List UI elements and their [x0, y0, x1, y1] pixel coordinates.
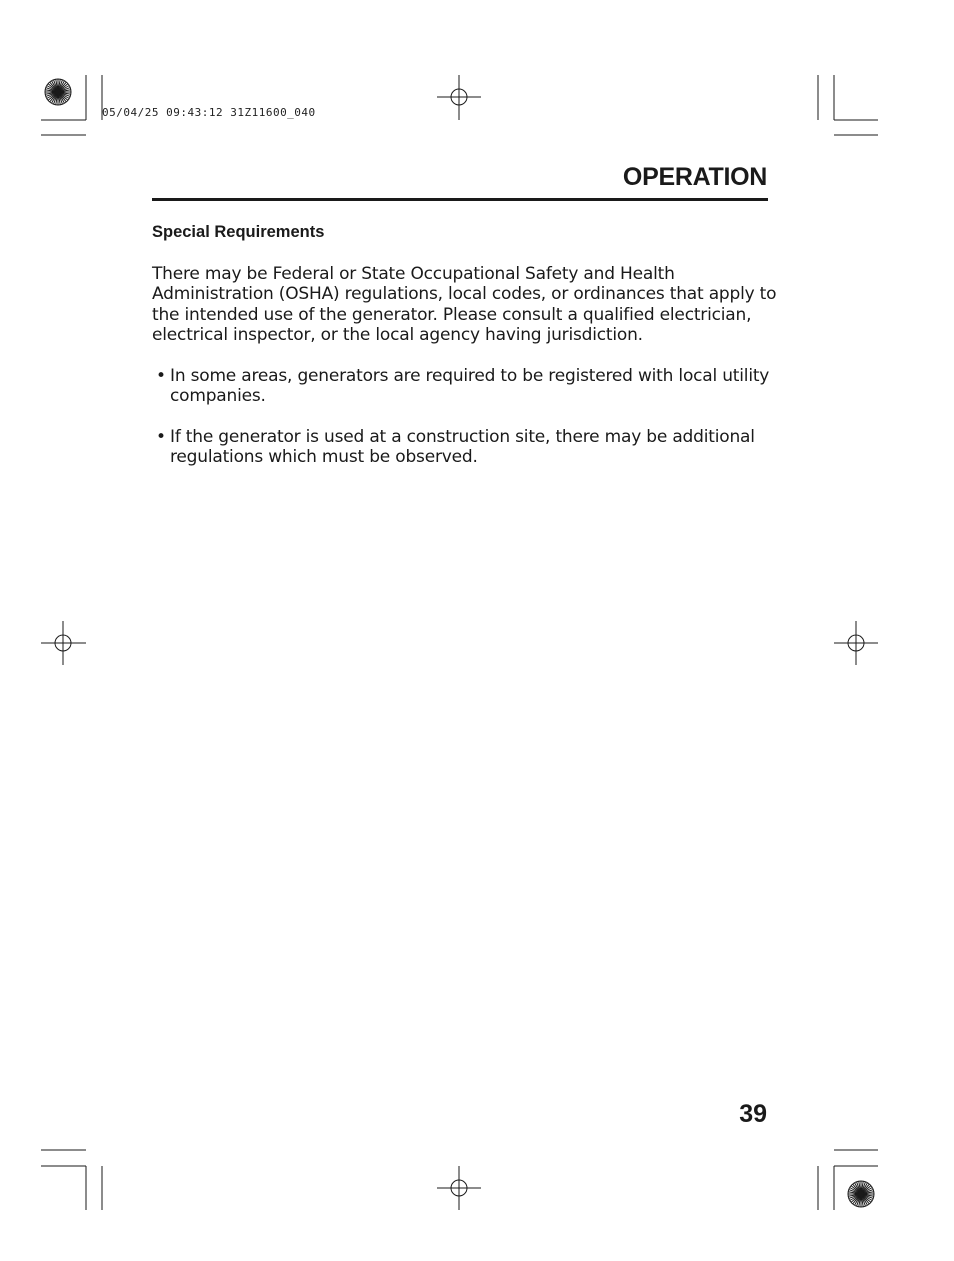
page-number: 39 [739, 1100, 767, 1128]
bullet-marker: • [156, 427, 166, 447]
crosshair-icon-right [834, 621, 878, 665]
print-stamp: 05/04/25 09:43:12 31Z11600_040 [102, 106, 316, 119]
crosshair-icon-left [41, 621, 86, 665]
registration-target-icon [848, 1181, 874, 1207]
subheading: Special Requirements [152, 223, 325, 241]
title-rule [152, 198, 768, 201]
bullet-text: If the generator is used at a construction site, there may be additional regulations which must be observed. [170, 427, 755, 468]
bullet-marker: • [156, 366, 166, 386]
list-item [152, 366, 772, 407]
crop-mark-bottom-left [41, 1150, 102, 1210]
list-item [152, 427, 772, 468]
crop-mark-top-right [818, 75, 878, 135]
bullet-text: In some areas, generators are required to be registered with local utility companies. [170, 366, 770, 407]
body-paragraph: There may be Federal or State Occupational Safety and Health Administration (OSHA) regulations, local codes, or ordinances that apply to the intended use of the generator. Please consult a qualified electrician, electrical inspector, or the local agency having jurisdiction. [152, 264, 777, 346]
crosshair-icon-bottom [437, 1166, 481, 1210]
page-title: OPERATION [622, 163, 767, 191]
crop-mark-top-left [41, 75, 102, 135]
registration-target-icon [45, 79, 71, 105]
crosshair-icon-top [437, 75, 481, 120]
